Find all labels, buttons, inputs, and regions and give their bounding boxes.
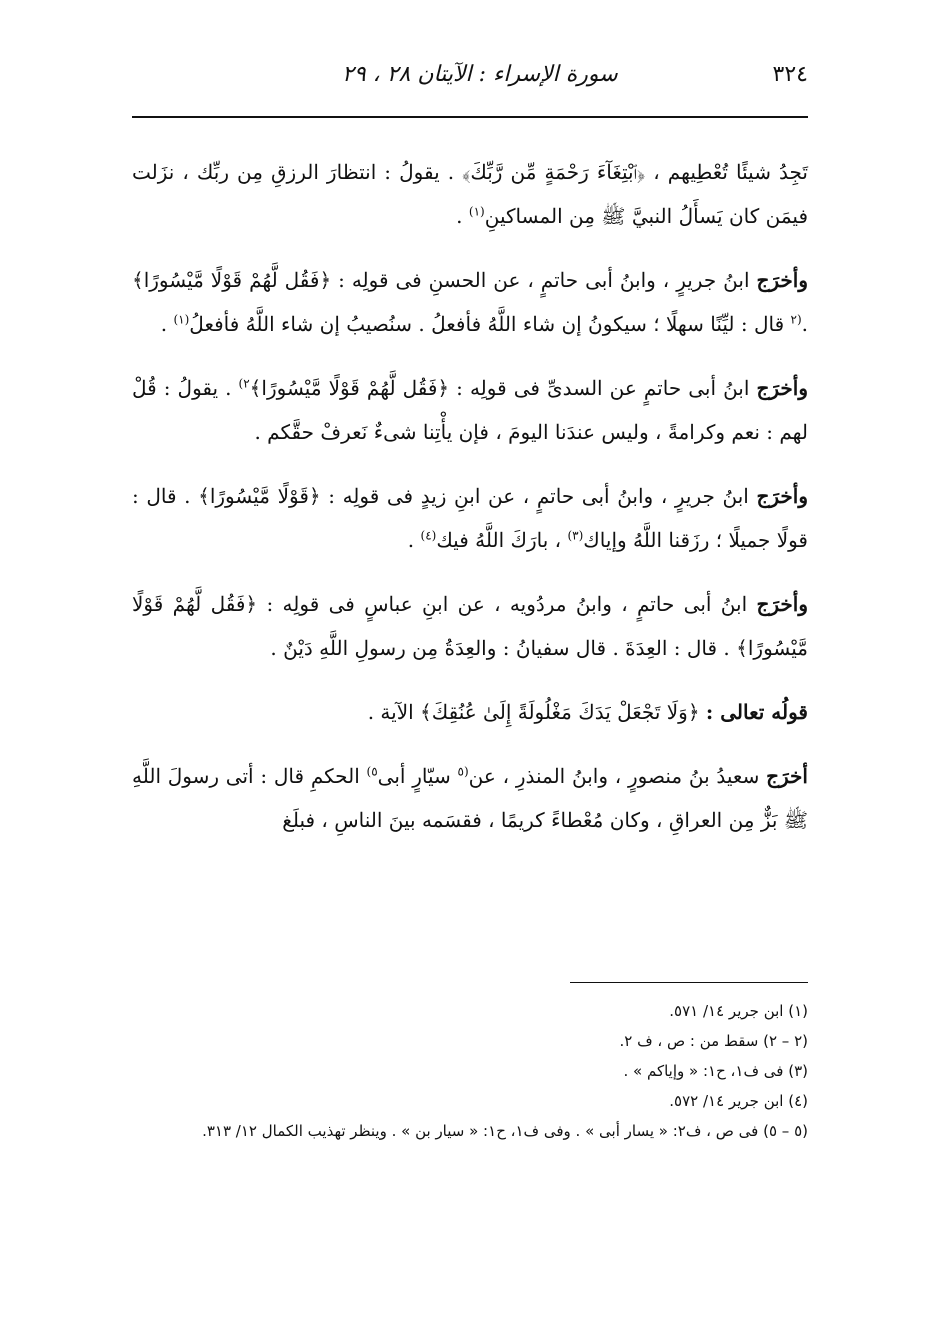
paragraph-text: ابنُ جريرٍ ، وابنُ أبى حاتمٍ ، عن ابنِ زيدٍ فى قولِه : ﴿قَوْلًا مَّيْسُورًا﴾ . قال : قولًا جميلًا ؛ رزَقنا اللَّهُ وإياك [132,484,808,552]
paragraph-lead: قولُه تعالى : [705,700,808,724]
paragraph-text: تَجِدُ شيئًا تُعْطِيهم ، ﴿ٱبْتِغَآءَ رَحْمَةٍ مِّن رَّبِّكَ﴾ . يقولُ : انتظارَ الرزقِ مِن ربِّك ، نزَلت فيمَن كان يَسأَلُ النبيَّ ﷺ مِن المساكينِ [132,160,808,228]
paragraph-1 [132,150,808,238]
footnote-ref: (١) [173,312,190,327]
footnote-ref: (٤) [420,528,437,543]
page-header [132,62,808,102]
paragraph-5 [132,582,808,670]
footnotes [132,996,808,1146]
footnote-2: (٢ – ٢) سقط من : ص ، ف ٢. [619,1032,808,1050]
paragraph-lead: وأخرَج [756,376,808,400]
footnote-4: (٤) ابن جرير ١٤/ ٥٧٢. [669,1092,808,1110]
paragraph-end: الحكمِ قال : أتى رسولَ اللَّهِ ﷺ بَزٌّ مِن العراقِ ، وكان مُعْطاءً كريمًا ، فقسَمه بينَ الناسِ ، فبلَغ [132,764,808,832]
page-number: ٣٢٤ [772,62,808,87]
footnote-3: (٣) فى ف١، ح١: « وإياكم » . [623,1062,808,1080]
footnote-ref: (٣) [567,528,584,543]
footnote-ref: (٢ [790,312,802,327]
main-text [132,150,808,862]
footnote-5: (٥ – ٥) فى ص ، ف٢: « يسار أبى » . وفى ف١، ح١: « سيار بن » . وينظر تهذيب الكمال ١٢/ ٣١٣. [202,1122,808,1140]
paragraph-7 [132,754,808,842]
footnote-ref: ٥) [366,764,378,779]
paragraph-end: . [160,312,174,336]
paragraph-text-continued: . يقولُ : قُلْ لهم : نعم وكرامةً ، وليس عندَنا اليومَ ، فإن يأْتِنا شىءٌ نَعرفْ حقَّكم . [132,376,808,444]
paragraph-lead: وأخرَج [756,592,808,616]
header-divider [132,116,808,118]
footnote-ref: (٥ [457,764,469,779]
paragraph-text-continued: قال : ليِّنًا سهلًا ؛ سيكونُ إن شاء اللَّهُ فأفعلُ . سنُصيبُ إن شاء اللَّهُ فأفعلُ [189,312,791,336]
paragraph-text: ابنُ أبى حاتمٍ عن السدىِّ فى قولِه : ﴿فَقُل لَّهُمْ قَوْلًا مَّيْسُورًا﴾ [249,376,757,400]
paragraph-lead: وأخرَج [756,268,808,292]
paragraph-lead: وأخرَج [756,484,808,508]
paragraph-lead: أخرَج [766,764,808,788]
paragraph-end: . [407,528,421,552]
paragraph-3 [132,366,808,454]
footnote-ref: (١) [468,204,485,219]
paragraph-text: ﴿وَلَا تَجْعَلْ يَدَكَ مَغْلُولَةً إِلَىٰ عُنُقِكَ﴾ الآية . [367,700,706,724]
footnote-divider [570,982,808,983]
paragraph-end: . [456,204,469,228]
paragraph-text-continued: سيّارٍ أبى [377,764,458,788]
paragraph-text: ابنُ جريرٍ ، وابنُ أبى حاتمٍ ، عن الحسنِ فى قولِه : ﴿فَقُل لَّهُمْ قَوْلًا مَّيْسُورًا﴾ . [132,268,808,336]
paragraph-text-continued: ، بارَكَ اللَّهُ فيك [436,528,568,552]
footnote-ref: ٢) [238,376,250,391]
paragraph-text: سعيدُ بنُ منصورٍ ، وابنُ المنذرِ ، عن [468,764,767,788]
paragraph-6 [132,690,808,734]
running-title: سورة الإسراء : الآيتان ٢٨ ، ٢٩ [342,62,618,87]
paragraph-4 [132,474,808,562]
paragraph-text: ابنُ أبى حاتمٍ ، وابنُ مردُويه ، عن ابنِ عباسٍ فى قولِه : ﴿فَقُل لَّهُمْ قَوْلًا مَّيْسُورًا﴾ . قال : العِدَةَ . قال سفيانُ : والعِدَةُ مِن رسولِ اللَّهِ دَيْنٌ . [132,592,808,660]
footnote-1: (١) ابن جرير ١٤/ ٥٧١. [669,1002,808,1020]
paragraph-2 [132,258,808,346]
